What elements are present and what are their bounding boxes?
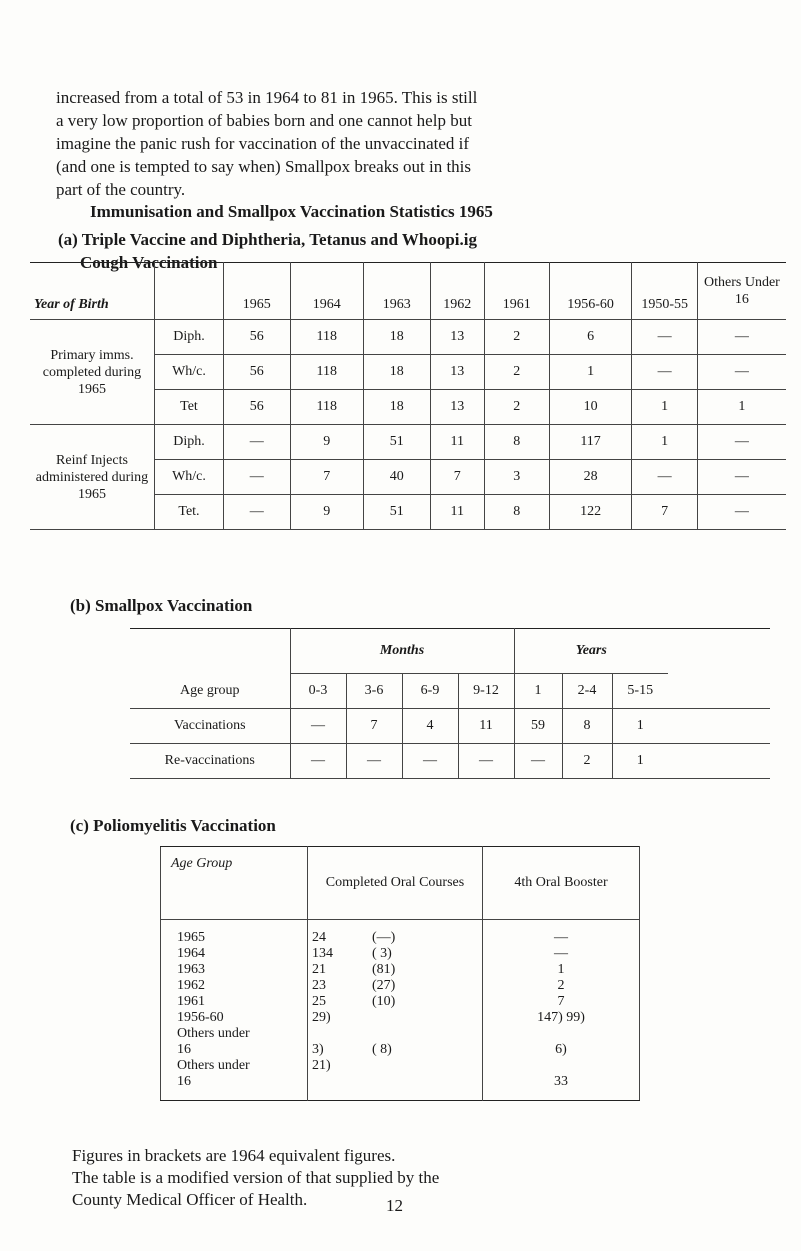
- table-cell: 3: [484, 460, 549, 495]
- age-group-cell: 1961: [177, 994, 205, 1009]
- booster-cell: 7: [483, 994, 640, 1010]
- year-of-birth-label: Year of Birth: [30, 263, 154, 320]
- table-header-row: [30, 263, 786, 320]
- table-cell: 18: [364, 390, 431, 425]
- section-a-heading-line: Cough Vaccination: [80, 253, 218, 272]
- table-row: [161, 1074, 640, 1101]
- table-row: [30, 425, 786, 460]
- table-cell: —: [697, 460, 786, 495]
- booster-cell: [483, 1058, 640, 1074]
- table-cell: 8: [484, 425, 549, 460]
- table-cell: 11: [430, 425, 484, 460]
- bracket-cell: (10): [372, 994, 396, 1009]
- paragraph-line: a very low proportion of babies born and one cannot help but: [56, 111, 472, 130]
- age-group-cell: 1963: [177, 962, 205, 977]
- section-a-heading-line: (a) Triple Vaccine and Diphtheria, Tetanus and Whoopi.ig: [58, 230, 477, 249]
- table-cell: 117: [549, 425, 632, 460]
- table-cell: 18: [364, 355, 431, 390]
- table-cell: 51: [364, 495, 431, 530]
- booster-cell: 33: [483, 1074, 640, 1101]
- table-cell: 1: [632, 425, 697, 460]
- table-row: [161, 1042, 640, 1058]
- table-cell: 7: [290, 460, 364, 495]
- table-cell: 51: [364, 425, 431, 460]
- group-label: Reinf Injects administered during 1965: [30, 425, 154, 530]
- table-cell: 2: [484, 320, 549, 355]
- table-cell: 1: [612, 744, 668, 779]
- table-cell: 13: [430, 390, 484, 425]
- triple-vaccine-table: [30, 262, 786, 530]
- column-header: 1963: [364, 263, 431, 320]
- table-row: [161, 1010, 640, 1026]
- table-cell: 11: [430, 495, 484, 530]
- booster-cell: 6): [483, 1042, 640, 1058]
- table-cell: 56: [223, 390, 290, 425]
- table-cell: 10: [549, 390, 632, 425]
- table-cell: 118: [290, 390, 364, 425]
- table-cell: 7: [430, 460, 484, 495]
- table-cell: 122: [549, 495, 632, 530]
- completed-cell: 3): [308, 1042, 357, 1058]
- table-cell: —: [632, 320, 697, 355]
- paragraph-line: part of the country.: [56, 180, 186, 199]
- table-row: [161, 1058, 640, 1074]
- column-header: 1961: [484, 263, 549, 320]
- age-group-cell: 16: [177, 1042, 191, 1057]
- booster-cell: 1: [483, 962, 640, 978]
- polio-table: [160, 846, 640, 1101]
- column-header: 1950-55: [632, 263, 697, 320]
- vaccine-type: Wh/c.: [154, 460, 223, 495]
- table-row: [30, 320, 786, 355]
- table-cell: 13: [430, 355, 484, 390]
- table-row: [161, 1026, 640, 1042]
- table-row: [161, 946, 640, 962]
- smallpox-table: [130, 628, 770, 779]
- booster-cell: [483, 1026, 640, 1042]
- table-cell: —: [223, 495, 290, 530]
- table-cell: —: [514, 744, 562, 779]
- table-cell: 8: [562, 709, 612, 744]
- vaccine-type: Diph.: [154, 320, 223, 355]
- table-cell: 9: [290, 425, 364, 460]
- table-cell: 118: [290, 320, 364, 355]
- booster-cell: 2: [483, 978, 640, 994]
- table-cell: 4: [402, 709, 458, 744]
- table-row: [161, 978, 640, 994]
- column-header: 1956-60: [549, 263, 632, 320]
- table-cell: 7: [632, 495, 697, 530]
- table-cell: 9: [290, 495, 364, 530]
- column-header: 1962: [430, 263, 484, 320]
- age-group-cell: 1962: [177, 978, 205, 993]
- completed-cell: 29): [308, 1010, 357, 1026]
- table-row: [161, 962, 640, 978]
- age-group-cell: Others under: [177, 1026, 250, 1041]
- row-label: Vaccinations: [130, 709, 290, 744]
- table-cell: —: [290, 744, 346, 779]
- vaccine-type: Diph.: [154, 425, 223, 460]
- table-cell: —: [223, 425, 290, 460]
- bracket-cell: [356, 1058, 483, 1074]
- vaccine-type: Tet: [154, 390, 223, 425]
- completed-cell: 24: [308, 920, 357, 947]
- table-cell: —: [697, 355, 786, 390]
- table-cell: 56: [223, 355, 290, 390]
- footnote-line: Figures in brackets are 1964 equivalent figures.: [72, 1146, 396, 1165]
- table-cell: —: [697, 495, 786, 530]
- age-group-cell: 16: [177, 1074, 191, 1089]
- table-cell: —: [697, 425, 786, 460]
- column-header: Others Under 16: [697, 263, 786, 320]
- months-label: Months: [290, 629, 514, 674]
- bracket-cell: [356, 1074, 483, 1101]
- table-cell: 56: [223, 320, 290, 355]
- booster-cell: —: [483, 946, 640, 962]
- table-row: [130, 744, 770, 779]
- table-cell: 28: [549, 460, 632, 495]
- column-header: 1: [514, 674, 562, 709]
- table-cell: 18: [364, 320, 431, 355]
- bracket-cell: (—): [372, 930, 396, 945]
- column-header: 0-3: [290, 674, 346, 709]
- paragraph-line: imagine the panic rush for vaccination of the unvaccinated if: [56, 134, 470, 153]
- table-cell: 59: [514, 709, 562, 744]
- bracket-cell: ( 3): [372, 946, 392, 961]
- table-cell: —: [402, 744, 458, 779]
- table-cell: 7: [346, 709, 402, 744]
- table-header-row: [161, 847, 640, 920]
- table-cell: 40: [364, 460, 431, 495]
- paragraph-line: increased from a total of 53 in 1964 to 81 in 1965. This is still: [56, 88, 478, 107]
- age-group-cell: Others under: [177, 1058, 250, 1073]
- bracket-cell: (27): [372, 978, 396, 993]
- table-cell: 118: [290, 355, 364, 390]
- row-label: Re-vaccinations: [130, 744, 290, 779]
- bracket-cell: (81): [372, 962, 396, 977]
- vaccine-type: Wh/c.: [154, 355, 223, 390]
- age-group-cell: 1964: [177, 946, 205, 961]
- table-header-row: [130, 674, 770, 709]
- table-cell: 2: [484, 390, 549, 425]
- footnote-line: The table is a modified version of that supplied by the: [72, 1168, 440, 1187]
- intro-paragraph: [56, 86, 756, 201]
- table-cell: 11: [458, 709, 514, 744]
- booster-cell: —: [483, 920, 640, 947]
- column-header: Completed Oral Courses: [308, 847, 483, 920]
- column-header: 5-15: [612, 674, 668, 709]
- completed-cell: [308, 1074, 357, 1101]
- age-group-label: Age group: [130, 674, 290, 709]
- table-cell: 6: [549, 320, 632, 355]
- table-cell: 1: [632, 390, 697, 425]
- bracket-cell: [356, 1026, 483, 1042]
- table-cell: 2: [484, 355, 549, 390]
- completed-cell: 134: [308, 946, 357, 962]
- table-cell: —: [290, 709, 346, 744]
- table-cell: —: [346, 744, 402, 779]
- completed-cell: 21): [308, 1058, 357, 1074]
- footnote-line: County Medical Officer of Health.: [72, 1190, 308, 1209]
- completed-cell: 25: [308, 994, 357, 1010]
- column-header: 6-9: [402, 674, 458, 709]
- section-b-heading: (b) Smallpox Vaccination: [70, 596, 253, 615]
- table-cell: —: [458, 744, 514, 779]
- completed-cell: 21: [308, 962, 357, 978]
- footnote: [72, 1145, 752, 1211]
- table-cell: 1: [549, 355, 632, 390]
- vaccine-type: Tet.: [154, 495, 223, 530]
- table-row: [161, 920, 640, 947]
- table-cell: —: [632, 355, 697, 390]
- bracket-cell: [356, 1010, 483, 1026]
- column-header: Age Group: [161, 847, 308, 920]
- completed-cell: 23: [308, 978, 357, 994]
- column-header: 9-12: [458, 674, 514, 709]
- age-group-cell: 1956-60: [177, 1010, 224, 1025]
- column-header: 1965: [223, 263, 290, 320]
- age-group-cell: 1965: [177, 930, 205, 945]
- page-number: 12: [386, 1196, 403, 1215]
- table-cell: 2: [562, 744, 612, 779]
- group-label: Primary imms. completed during 1965: [30, 320, 154, 425]
- table-cell: —: [223, 460, 290, 495]
- table-row: [161, 994, 640, 1010]
- table-cell: —: [697, 320, 786, 355]
- completed-cell: [308, 1026, 357, 1042]
- table-row: [130, 709, 770, 744]
- column-header: 4th Oral Booster: [483, 847, 640, 920]
- years-label: Years: [514, 629, 668, 674]
- bracket-cell: ( 8): [372, 1042, 392, 1057]
- table-cell: 1: [612, 709, 668, 744]
- column-header: 2-4: [562, 674, 612, 709]
- group-header-row: [130, 629, 770, 674]
- table-cell: 1: [697, 390, 786, 425]
- table-cell: —: [632, 460, 697, 495]
- table-cell: 13: [430, 320, 484, 355]
- table-cell: 8: [484, 495, 549, 530]
- paragraph-line: (and one is tempted to say when) Smallpox breaks out in this: [56, 157, 472, 176]
- main-heading: Immunisation and Smallpox Vaccination Statistics 1965: [90, 202, 493, 221]
- booster-cell: 147) 99): [483, 1010, 640, 1026]
- section-c-heading: (c) Poliomyelitis Vaccination: [70, 816, 276, 835]
- column-header: 1964: [290, 263, 364, 320]
- column-header: 3-6: [346, 674, 402, 709]
